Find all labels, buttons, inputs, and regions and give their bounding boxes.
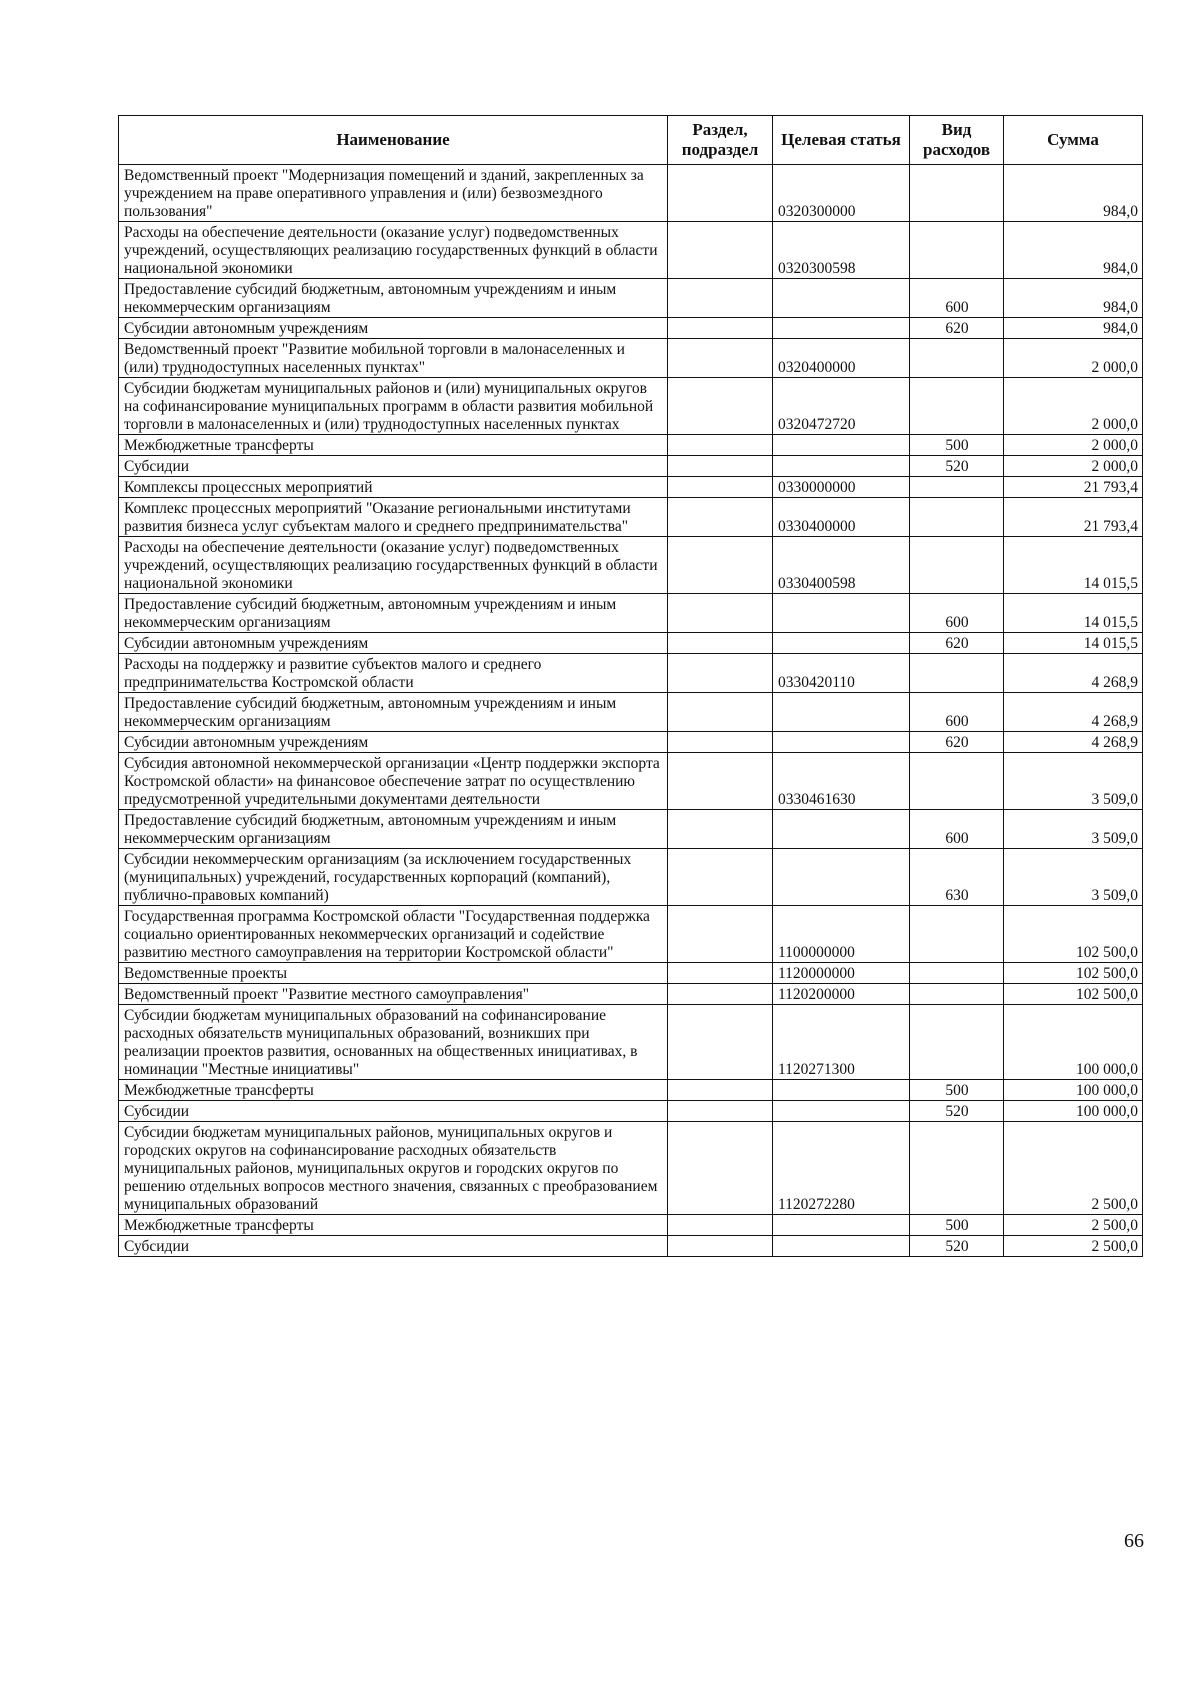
cell-kind [910,963,1004,984]
cell-name: Государственная программа Костромской области "Государственная поддержка социально ориентированных некоммерческих организаций и содействие развитию местного самоуправления на территории Костромской области" [119,906,668,963]
cell-target [773,810,910,849]
table-row [119,633,1143,654]
cell-section [668,633,773,654]
cell-name: Предоставление субсидий бюджетным, автономным учреждениям и иным некоммерческим организациям [119,594,668,633]
cell-name: Субсидии некоммерческим организациям (за исключением государственных (муниципальных) учреждений, государственных корпораций (компаний), публично-правовых компаний) [119,849,668,906]
cell-section [668,537,773,594]
cell-kind: 500 [910,435,1004,456]
cell-amount: 100 000,0 [1004,1080,1143,1101]
table-row [119,1215,1143,1236]
cell-section [668,753,773,810]
cell-kind [910,654,1004,693]
cell-amount: 984,0 [1004,318,1143,339]
cell-section [668,279,773,318]
cell-name: Ведомственный проект "Модернизация помещений и зданий, закрепленных за учреждением на праве оперативного управления и (или) безвозмездного пользования" [119,165,668,222]
header-row [119,116,1143,165]
cell-target: 1120000000 [773,963,910,984]
table-row [119,165,1143,222]
cell-target [773,279,910,318]
cell-amount: 2 500,0 [1004,1215,1143,1236]
cell-section [668,222,773,279]
cell-target [773,594,910,633]
cell-kind: 500 [910,1215,1004,1236]
table-row [119,1080,1143,1101]
table-row [119,732,1143,753]
header-name: Наименование [119,116,668,165]
table-row [119,753,1143,810]
cell-name: Субсидии бюджетам муниципальных районов, муниципальных округов и городских округов на софинансирование расходных обязательств муниципальных районов, муниципальных округов и городских округов по решению отдельных вопросов местного значения, связанных с преобразованием муниципальных образований [119,1122,668,1215]
cell-kind: 630 [910,849,1004,906]
cell-kind: 500 [910,1080,1004,1101]
cell-amount: 2 500,0 [1004,1236,1143,1257]
cell-section [668,165,773,222]
cell-name: Расходы на поддержку и развитие субъектов малого и среднего предпринимательства Костромской области [119,654,668,693]
cell-section [668,435,773,456]
cell-target: 0320472720 [773,378,910,435]
table-row [119,339,1143,378]
cell-name: Предоставление субсидий бюджетным, автономным учреждениям и иным некоммерческим организациям [119,279,668,318]
cell-kind [910,906,1004,963]
cell-amount: 102 500,0 [1004,906,1143,963]
cell-kind [910,984,1004,1005]
cell-amount: 2 000,0 [1004,339,1143,378]
cell-section [668,378,773,435]
cell-target: 0320300000 [773,165,910,222]
cell-amount: 4 268,9 [1004,732,1143,753]
cell-name: Субсидии [119,1236,668,1257]
table-row [119,963,1143,984]
cell-target: 1120272280 [773,1122,910,1215]
table-row [119,537,1143,594]
table-row [119,435,1143,456]
cell-name: Комплекс процессных мероприятий "Оказание региональными институтами развития бизнеса услуг субъектам малого и среднего предпринимательства" [119,498,668,537]
cell-target: 0320400000 [773,339,910,378]
cell-kind: 520 [910,1101,1004,1122]
cell-kind: 520 [910,456,1004,477]
budget-table [118,115,1143,1257]
cell-amount: 4 268,9 [1004,693,1143,732]
cell-kind [910,537,1004,594]
cell-name: Предоставление субсидий бюджетным, автономным учреждениям и иным некоммерческим организациям [119,693,668,732]
table-row [119,654,1143,693]
cell-kind [910,378,1004,435]
cell-kind: 600 [910,810,1004,849]
cell-target [773,633,910,654]
cell-name: Комплексы процессных мероприятий [119,477,668,498]
cell-target [773,849,910,906]
table-row [119,810,1143,849]
cell-name: Субсидии автономным учреждениям [119,732,668,753]
cell-amount: 14 015,5 [1004,633,1143,654]
cell-kind: 620 [910,732,1004,753]
cell-kind [910,1122,1004,1215]
cell-amount: 984,0 [1004,222,1143,279]
cell-target: 0330461630 [773,753,910,810]
cell-amount: 102 500,0 [1004,963,1143,984]
cell-amount: 2 000,0 [1004,435,1143,456]
cell-section [668,456,773,477]
cell-target: 1120271300 [773,1005,910,1080]
cell-target [773,1236,910,1257]
cell-kind [910,165,1004,222]
cell-section [668,963,773,984]
cell-section [668,849,773,906]
cell-target: 0320300598 [773,222,910,279]
cell-section [668,1236,773,1257]
cell-amount: 14 015,5 [1004,537,1143,594]
cell-name: Ведомственный проект "Развитие мобильной торговли в малонаселенных и (или) труднодоступных населенных пунктах" [119,339,668,378]
table-row [119,1122,1143,1215]
header-kind: Вид расходов [910,116,1004,165]
cell-kind: 600 [910,693,1004,732]
cell-amount: 3 509,0 [1004,810,1143,849]
cell-kind [910,1005,1004,1080]
table-row [119,1101,1143,1122]
table-row [119,378,1143,435]
table-row [119,498,1143,537]
table-header [119,116,1143,165]
cell-section [668,594,773,633]
cell-amount: 984,0 [1004,165,1143,222]
cell-name: Межбюджетные трансферты [119,1215,668,1236]
table-row [119,594,1143,633]
cell-name: Субсидии автономным учреждениям [119,318,668,339]
cell-target: 1100000000 [773,906,910,963]
cell-target [773,693,910,732]
cell-target [773,732,910,753]
cell-amount: 100 000,0 [1004,1005,1143,1080]
table-row [119,1005,1143,1080]
cell-target [773,318,910,339]
cell-name: Ведомственные проекты [119,963,668,984]
table-body [119,165,1143,1257]
cell-target [773,456,910,477]
cell-section [668,1101,773,1122]
cell-section [668,732,773,753]
cell-amount: 14 015,5 [1004,594,1143,633]
cell-amount: 2 500,0 [1004,1122,1143,1215]
table-row [119,1236,1143,1257]
table-row [119,477,1143,498]
table-row [119,222,1143,279]
cell-target: 0330000000 [773,477,910,498]
cell-section [668,1080,773,1101]
cell-amount: 102 500,0 [1004,984,1143,1005]
cell-amount: 4 268,9 [1004,654,1143,693]
cell-name: Субсидии [119,456,668,477]
table-row [119,456,1143,477]
cell-amount: 21 793,4 [1004,477,1143,498]
cell-target [773,1215,910,1236]
cell-kind [910,498,1004,537]
cell-target: 0330400598 [773,537,910,594]
cell-section [668,477,773,498]
table-row [119,984,1143,1005]
cell-name: Субсидии бюджетам муниципальных образований на софинансирование расходных обязательств муниципальных образований, возникших при реализации проектов развития, основанных на общественных инициативах, в номинации "Местные инициативы" [119,1005,668,1080]
cell-section [668,1005,773,1080]
header-target: Целевая статья [773,116,910,165]
cell-section [668,318,773,339]
page-number: 66 [1124,1530,1144,1552]
cell-name: Субсидии [119,1101,668,1122]
cell-name: Предоставление субсидий бюджетным, автономным учреждениям и иным некоммерческим организациям [119,810,668,849]
cell-section [668,693,773,732]
cell-target [773,1080,910,1101]
cell-kind [910,753,1004,810]
table-row [119,906,1143,963]
cell-section [668,810,773,849]
table-row [119,693,1143,732]
cell-kind: 520 [910,1236,1004,1257]
cell-kind: 600 [910,594,1004,633]
cell-section [668,1215,773,1236]
cell-section [668,654,773,693]
cell-name: Расходы на обеспечение деятельности (оказание услуг) подведомственных учреждений, осуществляющих реализацию государственных функций в области национальной экономики [119,537,668,594]
cell-section [668,984,773,1005]
cell-name: Субсидия автономной некоммерческой организации «Центр поддержки экспорта Костромской области» на финансовое обеспечение затрат по осуществлению предусмотренной учредительными документами деятельности [119,753,668,810]
cell-amount: 21 793,4 [1004,498,1143,537]
cell-section [668,1122,773,1215]
cell-amount: 984,0 [1004,279,1143,318]
table-row [119,318,1143,339]
cell-name: Расходы на обеспечение деятельности (оказание услуг) подведомственных учреждений, осуществляющих реализацию государственных функций в области национальной экономики [119,222,668,279]
cell-kind [910,222,1004,279]
table-row [119,279,1143,318]
header-section: Раздел, подраздел [668,116,773,165]
cell-kind: 620 [910,633,1004,654]
cell-target: 0330420110 [773,654,910,693]
cell-section [668,339,773,378]
cell-amount: 2 000,0 [1004,378,1143,435]
table-row [119,849,1143,906]
header-amount: Сумма [1004,116,1143,165]
cell-kind [910,477,1004,498]
cell-target [773,435,910,456]
cell-kind: 620 [910,318,1004,339]
cell-section [668,498,773,537]
cell-name: Ведомственный проект "Развитие местного самоуправления" [119,984,668,1005]
cell-name: Субсидии бюджетам муниципальных районов и (или) муниципальных округов на софинансирование муниципальных программ в области развития мобильной торговли в малонаселенных и (или) труднодоступных населенных пунктах [119,378,668,435]
cell-amount: 100 000,0 [1004,1101,1143,1122]
cell-name: Межбюджетные трансферты [119,435,668,456]
cell-amount: 3 509,0 [1004,849,1143,906]
cell-kind [910,339,1004,378]
cell-amount: 2 000,0 [1004,456,1143,477]
cell-target [773,1101,910,1122]
cell-name: Субсидии автономным учреждениям [119,633,668,654]
cell-amount: 3 509,0 [1004,753,1143,810]
cell-section [668,906,773,963]
cell-kind: 600 [910,279,1004,318]
cell-target: 0330400000 [773,498,910,537]
cell-name: Межбюджетные трансферты [119,1080,668,1101]
cell-target: 1120200000 [773,984,910,1005]
